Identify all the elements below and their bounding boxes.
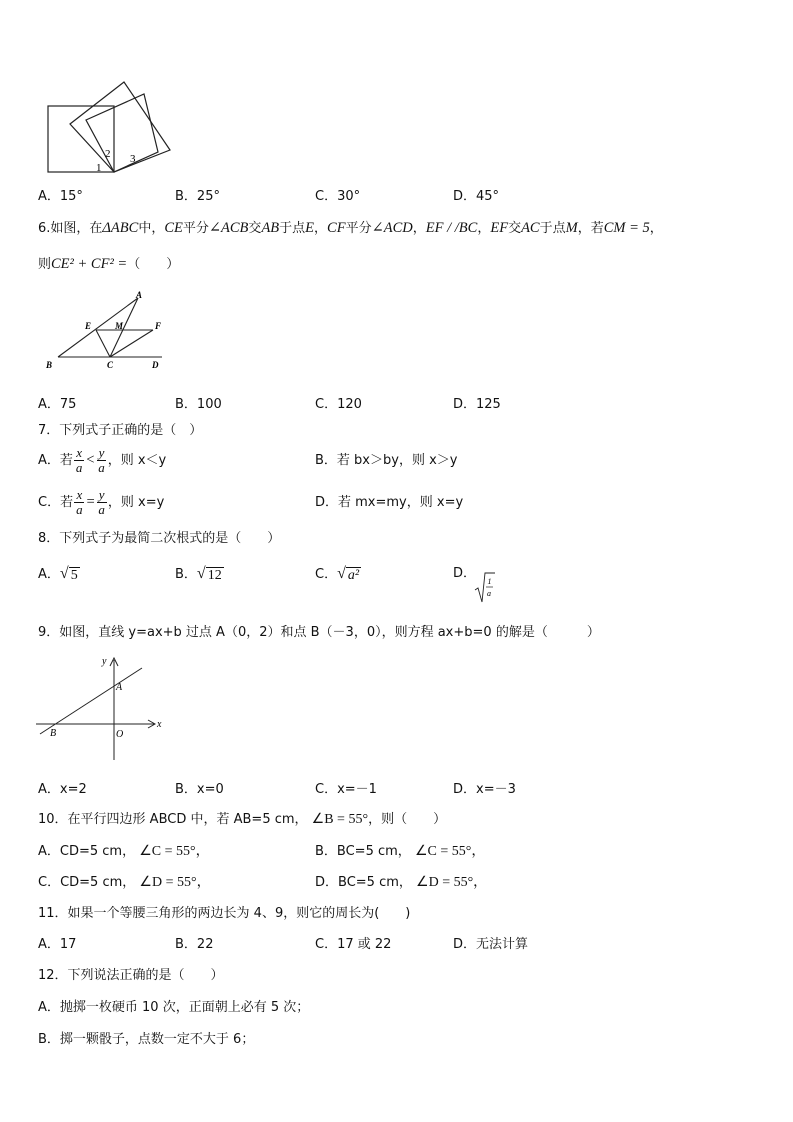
q11-option-b[interactable]: B．22	[175, 937, 214, 952]
q10-option-a[interactable]	[38, 843, 210, 861]
q7-a-text: ，则 x＜y	[107, 453, 167, 468]
q6-label-c: C	[107, 360, 114, 370]
q7-a-frac-x: $\frac{x}{a}$	[75, 445, 83, 475]
q11-option-a[interactable]: A．17	[38, 937, 77, 952]
q8-option-a[interactable]	[38, 565, 80, 584]
q6-math-m: M	[565, 220, 578, 236]
q5-label-1: 1	[96, 162, 102, 174]
q8-option-c[interactable]	[315, 565, 361, 584]
q10-b-text: B．BC=5 cm，	[315, 844, 411, 859]
q7-option-a[interactable]	[38, 446, 166, 475]
q8-stem: 8．下列式子为最简二次根式的是（ ）	[38, 531, 281, 546]
q7-option-c[interactable]	[38, 488, 164, 517]
q5-label-3: 3	[130, 153, 136, 165]
q6-text: 平分	[182, 221, 209, 236]
q6-label-a: A	[136, 290, 143, 300]
q7-option-d[interactable]: D．若 mx=my，则 x=y	[315, 495, 464, 510]
q7-a-lt: <	[85, 452, 96, 468]
q6-text: ，	[314, 221, 328, 236]
q12-stem: 12．下列说法正确的是（ ）	[38, 968, 224, 983]
q8-d-radical	[474, 572, 496, 604]
q6-math-ef-parallel-bc: EF / /BC	[425, 220, 478, 236]
svg-text:1: 1	[487, 577, 492, 586]
q6-text: 则	[38, 257, 52, 272]
q10-text: 10．在平行四边形 ABCD 中，若 AB=5 cm，	[38, 812, 308, 827]
q9-figure	[36, 652, 176, 764]
q11-option-d[interactable]: D．无法计算	[453, 937, 529, 952]
q6-text: 6.如图，在	[38, 221, 103, 236]
q6-text: ，若	[577, 221, 604, 236]
q5-figure	[40, 78, 180, 178]
q6-text: ，	[412, 221, 426, 236]
q8-b-radical: √ 12	[196, 565, 222, 583]
q9-option-a[interactable]: A．x=2	[38, 782, 87, 797]
q7-option-b[interactable]: B．若 bx＞by，则 x＞y	[315, 453, 458, 468]
q6-text: ，	[649, 221, 663, 236]
q9-label-x: x	[157, 719, 162, 730]
q10-stem	[38, 811, 446, 829]
q8-a-label: A．	[38, 567, 60, 582]
q10-option-c[interactable]	[38, 874, 211, 892]
q7-a-text: A．若	[38, 453, 73, 468]
q11-stem: 11．如果一个等腰三角形的两边长为 4、9，则它的周长为( )	[38, 906, 411, 921]
q9-option-d[interactable]: D．x=－3	[453, 782, 516, 797]
q6-answer-blank: （ ）	[127, 257, 180, 272]
q10-option-d[interactable]	[315, 874, 487, 892]
q6-math-expression: CE² + CF² =	[51, 256, 128, 272]
q7-c-frac-x: $\frac{x}{a}$	[76, 487, 83, 517]
q6-option-b[interactable]: B．100	[175, 397, 222, 412]
q6-option-d[interactable]: D．125	[453, 397, 501, 412]
q6-option-a[interactable]: A．75	[38, 397, 77, 412]
q6-text: ，	[477, 221, 491, 236]
q5-label-2: 2	[105, 148, 111, 160]
q9-label-a: A	[116, 682, 123, 693]
q6-math-triangle: ΔABC	[102, 220, 139, 236]
q8-b-label: B．	[175, 567, 197, 582]
q6-math-ce: CE	[164, 220, 183, 236]
q5-option-a[interactable]: A．15°	[38, 189, 83, 204]
q10-text: ，则（ ）	[368, 812, 447, 827]
q10-c-angle: ∠D = 55°，	[139, 875, 211, 890]
q10-b-angle: ∠C = 55°，	[414, 844, 486, 859]
q6-text: 于点	[279, 221, 306, 236]
q8-option-d[interactable]	[453, 565, 476, 583]
q5-square-2	[70, 82, 170, 172]
q6-label-e: E	[85, 321, 92, 331]
q6-text: 中，	[138, 221, 165, 236]
q10-d-text: D．BC=5 cm，	[315, 875, 412, 890]
q6-math-ac: AC	[521, 220, 540, 236]
q6-math-ab: AB	[261, 220, 280, 236]
q8-option-b[interactable]	[175, 565, 224, 584]
q7-c-text: ，则 x=y	[107, 495, 165, 510]
q7-c-frac-y: $\frac{y}{a}$	[98, 487, 105, 517]
q5-option-c[interactable]: C．30°	[315, 189, 361, 204]
q6-label-d: D	[152, 360, 159, 370]
q12-option-b[interactable]: B．掷一颗骰子，点数一定不大于 6；	[38, 1032, 255, 1047]
q6-text: 交	[508, 221, 522, 236]
q10-a-text: A．CD=5 cm，	[38, 844, 136, 859]
q9-option-c[interactable]: C．x=－1	[315, 782, 377, 797]
q9-stem: 9．如图，直线 y=ax+b 过点 A（0，2）和点 B（－3，0），则方程 ax+b=0 的解是（ ）	[38, 625, 600, 640]
q10-d-angle: ∠D = 55°，	[416, 875, 488, 890]
q10-a-angle: ∠C = 55°，	[139, 844, 210, 859]
q6-math-cm: CM = 5	[603, 220, 650, 236]
q5-option-d[interactable]: D．45°	[453, 189, 500, 204]
q6-label-m: M	[115, 321, 124, 331]
q7-c-text: C．若	[38, 495, 74, 510]
q9-label-b: B	[50, 728, 57, 739]
q5-option-b[interactable]: B．25°	[175, 189, 220, 204]
q10-option-b[interactable]	[315, 843, 485, 861]
q7-a-frac-y: $\frac{y}{a}$	[98, 445, 105, 475]
q6-label-b: B	[46, 360, 53, 370]
q9-label-y: y	[102, 656, 107, 667]
q6-figure	[40, 290, 180, 376]
q7-c-eq: =	[85, 494, 96, 510]
q6-text: 于点	[539, 221, 566, 236]
svg-text:a: a	[487, 589, 491, 598]
q6-label-f: F	[155, 321, 162, 331]
q6-option-c[interactable]: C．120	[315, 397, 362, 412]
q6-math-angle-acd: ∠ACD	[371, 220, 413, 236]
q6-stem-line1	[38, 219, 663, 238]
q8-a-radical: √ 5	[59, 565, 78, 583]
q12-option-a[interactable]: A．抛掷一枚硬币 10 次，正面朝上必有 5 次；	[38, 1000, 310, 1015]
q6-text: 平分	[345, 221, 372, 236]
q10-angle-b: ∠B = 55°	[311, 812, 369, 827]
q8-c-radical: √ a²	[337, 565, 360, 583]
q11-option-c[interactable]: C．17 或 22	[315, 937, 392, 952]
q6-math-e: E	[305, 220, 315, 236]
q6-math-cf: CF	[327, 220, 346, 236]
q6-stem-line2	[38, 255, 179, 274]
q6-math-angle-acb: ∠ACB	[208, 220, 249, 236]
q7-stem: 7．下列式子正确的是（ ）	[38, 423, 203, 438]
q9-label-o: O	[116, 729, 124, 740]
q8-c-label: C．	[315, 567, 338, 582]
q6-text: 交	[248, 221, 262, 236]
q10-c-text: C．CD=5 cm，	[38, 875, 136, 890]
q6-math-ef: EF	[490, 220, 509, 236]
q8-d-label: D．	[453, 566, 477, 581]
q9-option-b[interactable]: B．x=0	[175, 782, 224, 797]
